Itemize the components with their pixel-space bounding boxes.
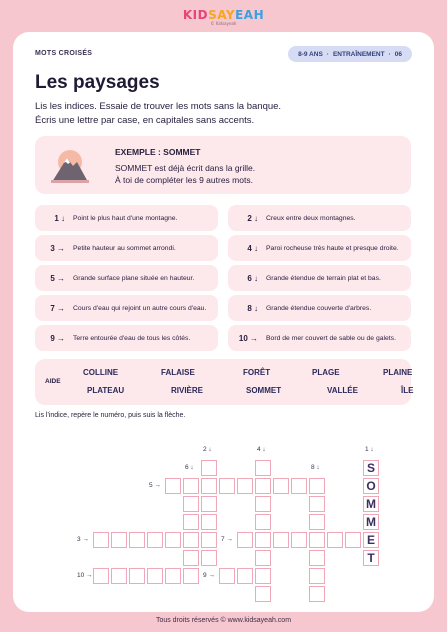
- answer-cell: O: [363, 478, 379, 494]
- clue-card: 3 → Petite hauteur au sommet arrondi.: [35, 235, 218, 261]
- clue-card: 2 ↓ Creux entre deux montagnes.: [228, 205, 411, 231]
- clue-card: 5 → Grande surface plane située en hauteur.: [35, 265, 218, 291]
- crossword-cell[interactable]: [147, 532, 163, 548]
- crossword-cell[interactable]: [255, 460, 271, 476]
- crossword-cell[interactable]: [183, 514, 199, 530]
- level-badge: 8-9 ANS · ENTRAÎNEMENT · 06: [288, 46, 412, 62]
- footer-copyright: Tous droits réservés © www.kidsayeah.com: [155, 617, 292, 624]
- word-bank-item: FORÊT: [243, 368, 271, 377]
- crossword-cell[interactable]: [291, 478, 307, 494]
- crossword-cell[interactable]: [219, 568, 235, 584]
- clue-number-label: 8 ↓: [311, 464, 320, 471]
- page-title: Les paysages: [35, 72, 160, 93]
- crossword-cell[interactable]: [165, 478, 181, 494]
- crossword-cell[interactable]: [273, 478, 289, 494]
- worksheet-card: [13, 32, 434, 612]
- clue-card: 7 → Cours d'eau qui rejoint un autre cours d'eau.: [35, 295, 218, 321]
- crossword-cell[interactable]: [309, 514, 325, 530]
- crossword-cell[interactable]: [255, 532, 271, 548]
- crossword-cell[interactable]: [309, 478, 325, 494]
- clue-number-label: 1 ↓: [365, 446, 374, 453]
- crossword-cell[interactable]: [255, 568, 271, 584]
- crossword-cell[interactable]: [93, 532, 109, 548]
- word-bank-item: PLAINE: [383, 368, 413, 377]
- crossword-cell[interactable]: [255, 550, 271, 566]
- word-bank-item: COLLINE: [83, 368, 119, 377]
- crossword-cell[interactable]: [237, 478, 253, 494]
- example-text: SOMMET est déjà écrit dans la grille. À toi de compléter les 9 autres mots.: [115, 163, 256, 185]
- crossword-cell[interactable]: [201, 496, 217, 512]
- clue-card: 4 ↓ Paroi rocheuse très haute et presque droite.: [228, 235, 411, 261]
- crossword-cell[interactable]: [237, 568, 253, 584]
- crossword-cell[interactable]: [201, 460, 217, 476]
- crossword-cell[interactable]: [129, 532, 145, 548]
- word-bank-item: VALLÉE: [327, 386, 358, 395]
- crossword-cell[interactable]: [345, 532, 361, 548]
- site-logo: KIDSAYEAH © Kidsayeah: [182, 8, 265, 26]
- answer-cell: M: [363, 514, 379, 530]
- crossword-cell[interactable]: [147, 568, 163, 584]
- word-bank-item: PLAGE: [312, 368, 340, 377]
- answer-cell: T: [363, 550, 379, 566]
- clue-number-label: 7 →: [221, 536, 233, 543]
- crossword-cell[interactable]: [201, 514, 217, 530]
- clue-card: 1 ↓ Point le plus haut d'une montagne.: [35, 205, 218, 231]
- clue-card: 10 → Bord de mer couvert de sable ou de galets.: [228, 325, 411, 351]
- clue-number-label: 2 ↓: [203, 446, 212, 453]
- clue-number-label: 9 →: [203, 572, 215, 579]
- crossword-cell[interactable]: [255, 478, 271, 494]
- answer-cell: S: [363, 460, 379, 476]
- crossword-cell[interactable]: [309, 532, 325, 548]
- crossword-cell[interactable]: [327, 532, 343, 548]
- word-bank: AIDE COLLINE FALAISE FORÊT PLAGE PLAINE PLATEAU RIVIÈRE SOMMET VALLÉE ÎLE: [35, 359, 411, 405]
- crossword-cell[interactable]: [111, 532, 127, 548]
- crossword-cell[interactable]: [237, 532, 253, 548]
- category-label: MOTS CROISÉS: [35, 50, 93, 57]
- clue-number-label: 3 →: [77, 536, 89, 543]
- crossword-cell[interactable]: [183, 496, 199, 512]
- word-bank-item: FALAISE: [161, 368, 195, 377]
- answer-cell: E: [363, 532, 379, 548]
- word-bank-item: ÎLE: [401, 386, 414, 395]
- example-box: [35, 136, 411, 194]
- crossword-cell[interactable]: [309, 586, 325, 602]
- crossword-cell[interactable]: [255, 514, 271, 530]
- crossword-cell[interactable]: [165, 532, 181, 548]
- clue-card: 9 → Terre entourée d'eau de tous les côtés.: [35, 325, 218, 351]
- clue-number-label: 10 →: [77, 572, 93, 579]
- crossword-cell[interactable]: [201, 532, 217, 548]
- crossword-cell[interactable]: [255, 586, 271, 602]
- crossword-cell[interactable]: [291, 532, 307, 548]
- hint-note: Lis l'indice, repère le numéro, puis suis la flèche.: [35, 412, 186, 419]
- crossword-cell[interactable]: [183, 550, 199, 566]
- mountain-icon: [49, 146, 91, 186]
- crossword-cell[interactable]: [93, 568, 109, 584]
- crossword-cell[interactable]: [183, 478, 199, 494]
- clue-card: 8 ↓ Grande étendue couverte d'arbres.: [228, 295, 411, 321]
- crossword-cell[interactable]: [165, 568, 181, 584]
- example-title: EXEMPLE : SOMMET: [115, 147, 201, 157]
- clue-number-label: 6 ↓: [185, 464, 194, 471]
- crossword-cell[interactable]: [255, 496, 271, 512]
- word-bank-item: RIVIÈRE: [171, 386, 204, 395]
- crossword-cell[interactable]: [309, 568, 325, 584]
- crossword-cell[interactable]: [183, 568, 199, 584]
- crossword-cell[interactable]: [273, 532, 289, 548]
- crossword-cell[interactable]: [201, 478, 217, 494]
- clue-number-label: 5 →: [149, 482, 161, 489]
- word-bank-item: PLATEAU: [87, 386, 125, 395]
- crossword-cell[interactable]: [183, 532, 199, 548]
- crossword-cell[interactable]: [111, 568, 127, 584]
- crossword-cell[interactable]: [309, 496, 325, 512]
- crossword-cell[interactable]: [201, 550, 217, 566]
- instructions: Lis les indices. Essaie de trouver les mots sans la banque. Écris une lettre par case, en capitales sans accents.: [35, 101, 282, 126]
- answer-cell: M: [363, 496, 379, 512]
- crossword-cell[interactable]: [309, 550, 325, 566]
- crossword-cell[interactable]: [129, 568, 145, 584]
- crossword-cell[interactable]: [219, 478, 235, 494]
- clue-number-label: 4 ↓: [257, 446, 266, 453]
- word-bank-item: SOMMET: [246, 386, 282, 395]
- clue-card: 6 ↓ Grande étendue de terrain plat et bas.: [228, 265, 411, 291]
